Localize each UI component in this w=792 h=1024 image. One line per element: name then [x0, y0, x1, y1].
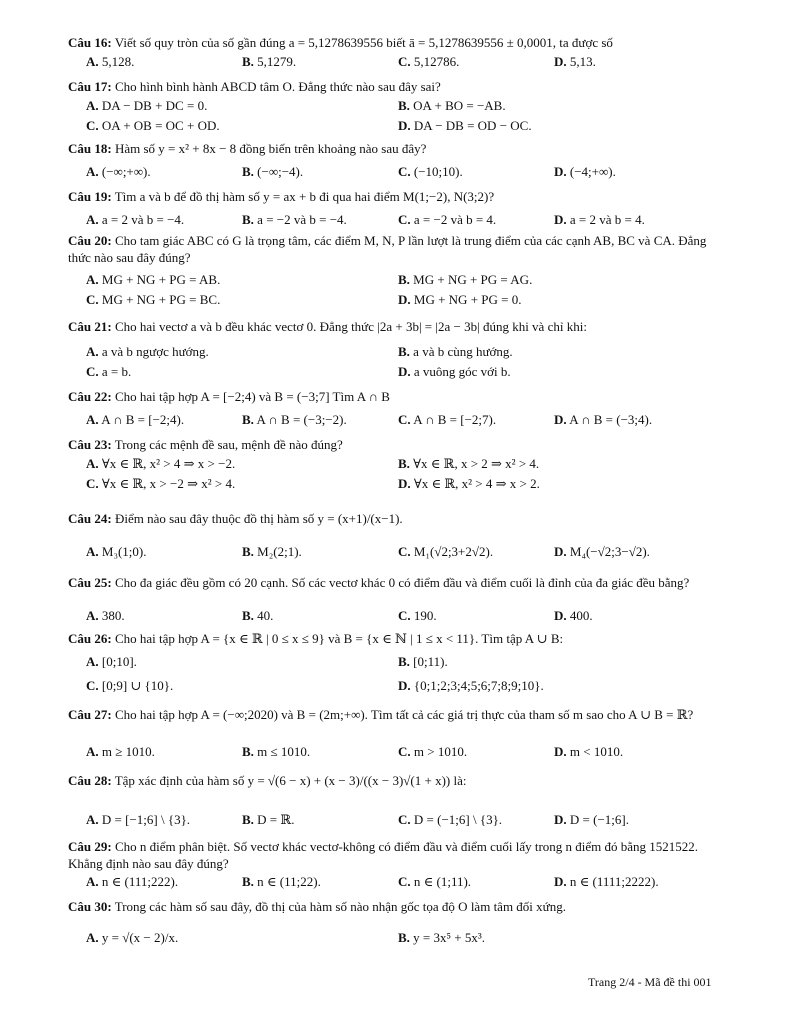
question-text: Cho đa giác đều gồm có 20 cạnh. Số các vectơ khác 0 có điểm đầu và điểm cuối là đỉnh của đa giác đều bằng? — [114, 575, 690, 590]
question-text: Viết số quy tròn của số gần đúng a = 5,1278639556 biết ā = 5,1278639556 ± 0,0001, ta được số — [114, 35, 613, 50]
options-22 — [86, 412, 726, 430]
option-b: B. y = 3x⁵ + 5x³. — [398, 930, 486, 945]
option-c: C. a = b. — [86, 364, 132, 379]
question-text: Trong các mệnh đề sau, mệnh đề nào đúng? — [114, 437, 343, 452]
question-29 — [68, 838, 728, 872]
option-b: B. [0;11). — [398, 654, 448, 669]
question-20 — [68, 232, 728, 266]
options-20-row2 — [86, 292, 726, 310]
question-text: Cho hai tập hợp A = {x ∈ ℝ | 0 ≤ x ≤ 9} và B = {x ∈ ℕ | 1 ≤ x < 11}. Tìm tập A ∪ B: — [114, 631, 564, 646]
question-28 — [68, 772, 728, 789]
question-number: Câu 21: — [68, 319, 112, 334]
options-17-row1 — [86, 98, 726, 116]
question-text: Cho hình bình hành ABCD tâm O. Đẳng thức nào sau đây sai? — [114, 79, 441, 94]
option-a: A. ∀x ∈ ℝ, x² > 4 ⇒ x > −2. — [86, 456, 236, 471]
option-c: C. MG + NG + PG = BC. — [86, 292, 221, 307]
option-b: B. a và b cùng hướng. — [398, 344, 513, 359]
options-25 — [86, 608, 726, 626]
question-26 — [68, 630, 728, 647]
question-text: Tìm a và b để đồ thị hàm số y = ax + b đi qua hai điểm M(1;−2), N(3;2)? — [114, 189, 495, 204]
option-b: B. ∀x ∈ ℝ, x > 2 ⇒ x² > 4. — [398, 456, 540, 471]
option-d: D. 400. — [554, 608, 593, 623]
option-c: C. D = (−1;6] \ {3}. — [398, 812, 503, 827]
option-d: D. m < 1010. — [554, 744, 624, 759]
option-d: D. a = 2 và b = 4. — [554, 212, 645, 227]
options-24 — [86, 544, 726, 562]
question-number: Câu 27: — [68, 707, 112, 722]
option-b: B. MG + NG + PG = AG. — [398, 272, 533, 287]
question-19 — [68, 188, 728, 205]
question-23 — [68, 436, 728, 453]
option-a: A. m ≥ 1010. — [86, 744, 155, 759]
question-text: Điểm nào sau đây thuộc đồ thị hàm số y = (x+1)/(x−1). — [114, 511, 403, 526]
option-d: D. MG + NG + PG = 0. — [398, 292, 522, 307]
option-c: C. (−10;10). — [398, 164, 463, 179]
options-18 — [86, 164, 726, 182]
question-text: Hàm số y = x² + 8x − 8 đồng biến trên khoảng nào sau đây? — [114, 141, 427, 156]
question-number: Câu 29: — [68, 839, 112, 854]
option-b: B. a = −2 và b = −4. — [242, 212, 347, 227]
option-b: B. M₂(2;1). — [242, 544, 302, 559]
question-number: Câu 16: — [68, 35, 112, 50]
options-29 — [86, 874, 726, 892]
question-number: Câu 24: — [68, 511, 112, 526]
question-number: Câu 28: — [68, 773, 112, 788]
option-b: B. A ∩ B = (−3;−2). — [242, 412, 347, 427]
options-21-row1 — [86, 344, 726, 362]
question-21 — [68, 318, 728, 335]
option-c: C. 5,12786. — [398, 54, 460, 69]
options-23-row2 — [86, 476, 726, 494]
question-number: Câu 19: — [68, 189, 112, 204]
option-d: D. DA − DB = OD − OC. — [398, 118, 532, 133]
options-30 — [86, 930, 726, 948]
question-number: Câu 20: — [68, 233, 112, 248]
option-c: C. 190. — [398, 608, 437, 623]
question-27 — [68, 706, 728, 723]
option-d: D. M₄(−√2;3−√2). — [554, 544, 650, 559]
question-text: Tập xác định của hàm số y = √(6 − x) + (x − 3)/((x − 3)√(1 + x)) là: — [114, 773, 467, 788]
options-16 — [86, 54, 726, 72]
option-c: C. m > 1010. — [398, 744, 468, 759]
options-26-row1 — [86, 654, 726, 672]
option-a: A. a và b ngược hướng. — [86, 344, 209, 359]
question-number: Câu 22: — [68, 389, 112, 404]
options-23-row1 — [86, 456, 726, 474]
question-text: Cho hai tập hợp A = [−2;4) và B = (−3;7] Tìm A ∩ B — [114, 389, 390, 404]
option-c: C. OA + OB = OC + OD. — [86, 118, 220, 133]
option-d: D. ∀x ∈ ℝ, x² > 4 ⇒ x > 2. — [398, 476, 540, 491]
question-16 — [68, 34, 728, 51]
option-b: B. D = ℝ. — [242, 812, 295, 827]
options-26-row2 — [86, 678, 726, 696]
question-number: Câu 17: — [68, 79, 112, 94]
question-text: Trong các hàm số sau đây, đồ thị của hàm số nào nhận gốc tọa độ O làm tâm đối xứng. — [114, 899, 566, 914]
option-a: A. DA − DB + DC = 0. — [86, 98, 208, 113]
options-19 — [86, 212, 726, 230]
option-a: A. A ∩ B = [−2;4). — [86, 412, 185, 427]
option-a: A. D = [−1;6] \ {3}. — [86, 812, 191, 827]
question-number: Câu 30: — [68, 899, 112, 914]
options-17-row2 — [86, 118, 726, 136]
question-25 — [68, 574, 728, 591]
option-d: D. 5,13. — [554, 54, 596, 69]
question-30 — [68, 898, 728, 915]
option-a: A. M₃(1;0). — [86, 544, 147, 559]
question-17 — [68, 78, 728, 95]
option-c: C. ∀x ∈ ℝ, x > −2 ⇒ x² > 4. — [86, 476, 236, 491]
question-18 — [68, 140, 728, 157]
option-a: A. MG + NG + PG = AB. — [86, 272, 221, 287]
option-b: B. m ≤ 1010. — [242, 744, 311, 759]
question-number: Câu 26: — [68, 631, 112, 646]
option-b: B. 5,1279. — [242, 54, 297, 69]
option-a: A. n ∈ (111;222). — [86, 874, 179, 889]
options-27 — [86, 744, 726, 762]
option-d: D. (−4;+∞). — [554, 164, 616, 179]
option-a: A. (−∞;+∞). — [86, 164, 151, 179]
option-a: A. 5,128. — [86, 54, 135, 69]
option-a: A. a = 2 và b = −4. — [86, 212, 185, 227]
option-c: C. [0;9] ∪ {10}. — [86, 678, 174, 693]
option-a: A. 380. — [86, 608, 125, 623]
question-text: Cho n điểm phân biệt. Số vectơ khác vectơ-không có điểm đầu và điểm cuối lấy trong n điểm đó bằng 1521522. Khẳng định nào sau đây đúng? — [68, 839, 699, 871]
question-number: Câu 18: — [68, 141, 112, 156]
question-text: Cho hai vectơ a và b đều khác vectơ 0. Đẳng thức |2a + 3b| = |2a − 3b| đúng khi và chỉ khi: — [114, 319, 587, 334]
option-d: D. n ∈ (1111;2222). — [554, 874, 659, 889]
option-a: A. y = √(x − 2)/x. — [86, 930, 179, 945]
option-c: C. M₁(√2;3+2√2). — [398, 544, 494, 559]
options-20-row1 — [86, 272, 726, 290]
question-number: Câu 25: — [68, 575, 112, 590]
option-c: C. A ∩ B = [−2;7). — [398, 412, 497, 427]
question-text: Cho hai tập hợp A = (−∞;2020) và B = (2m;+∞). Tìm tất cả các giá trị thực của tham số m sao cho A ∪ B = ℝ? — [114, 707, 694, 722]
question-number: Câu 23: — [68, 437, 112, 452]
option-b: B. n ∈ (11;22). — [242, 874, 321, 889]
option-b: B. 40. — [242, 608, 274, 623]
option-d: D. D = (−1;6]. — [554, 812, 629, 827]
option-b: B. OA + BO = −AB. — [398, 98, 506, 113]
option-d: D. A ∩ B = (−3;4). — [554, 412, 653, 427]
page-footer: Trang 2/4 - Mã đề thi 001 — [588, 975, 712, 989]
option-d: D. a vuông góc với b. — [398, 364, 511, 379]
options-28 — [86, 812, 726, 830]
option-b: B. (−∞;−4). — [242, 164, 304, 179]
options-21-row2 — [86, 364, 726, 382]
option-c: C. a = −2 và b = 4. — [398, 212, 497, 227]
question-text: Cho tam giác ABC có G là trọng tâm, các điểm M, N, P lần lượt là trung điểm của các cạnh AB, BC và CA. Đẳng thức nào sau đây đúng? — [68, 233, 707, 265]
question-22 — [68, 388, 728, 405]
question-24 — [68, 510, 728, 527]
option-d: D. {0;1;2;3;4;5;6;7;8;9;10}. — [398, 678, 544, 693]
option-c: C. n ∈ (1;11). — [398, 874, 472, 889]
option-a: A. [0;10]. — [86, 654, 137, 669]
